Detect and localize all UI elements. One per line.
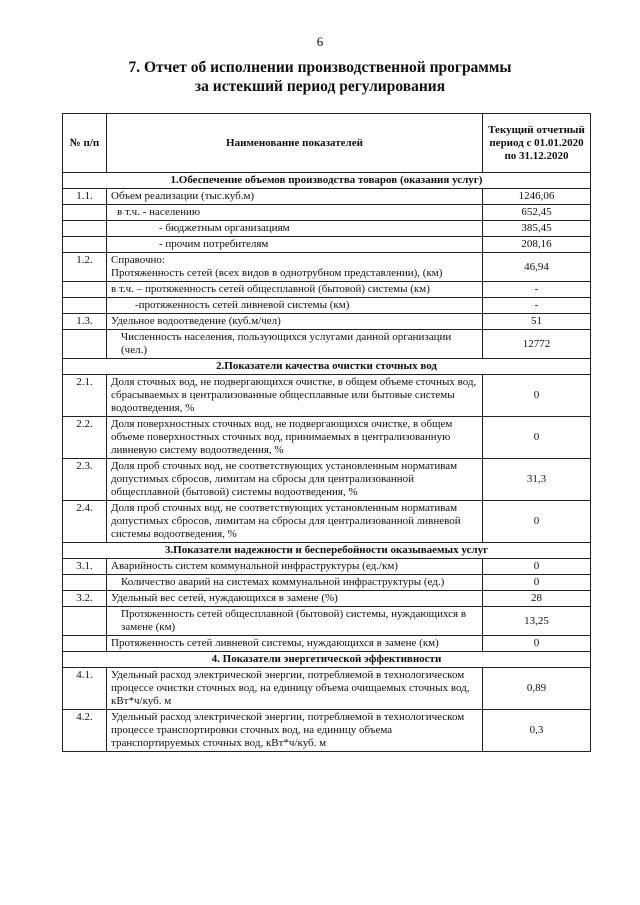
row-number [63,298,107,314]
header-indicator-name: Наименование показателей [107,114,483,173]
indicator-name: Доля проб сточных вод, не соответствующих установленным нормативам допустимых сбросов, лимитам на сбросы для централизованной общесплавной (бытовой) системы водоотведения, % [107,459,483,501]
table-row [63,298,591,314]
indicator-value: 208,16 [483,237,591,253]
indicator-name: Удельный расход электрической энергии, потребляемой в технологическом процессе транспортировки сточных вод, на единицу объема транспортируемых сточных вод, кВт*ч/куб. м [107,710,483,752]
row-number: 4.1. [63,668,107,710]
row-number: 2.2. [63,417,107,459]
indicator-value: - [483,282,591,298]
indicator-value: 0 [483,501,591,543]
indicator-name: Удельное водоотведение (куб.м/чел) [107,314,483,330]
table-row [63,501,591,543]
indicator-name: Справочно: Протяженность сетей (всех видов в однотрубном представлении), (км) [107,253,483,282]
header-period: Текущий отчетный период с 01.01.2020 по 31.12.2020 [483,114,591,173]
table-row [63,417,591,459]
report-title-line-1: 7. Отчет об исполнении производственной программы [128,59,512,76]
indicator-value: 46,94 [483,253,591,282]
indicator-name: в т.ч. – протяженность сетей общесплавной (бытовой) системы (км) [107,282,483,298]
indicator-name: Доля поверхностных сточных вод, не подвергающихся очистке, в общем объеме поверхностных сточных вод, принимаемых в централизованную ливневую систему водоотведения, % [107,417,483,459]
table-row [63,636,591,652]
indicator-value: 0 [483,575,591,591]
row-number [63,330,107,359]
report-table [62,113,591,752]
table-row [63,237,591,253]
row-number: 1.1. [63,189,107,205]
section-header-row [63,359,591,375]
indicator-name: -протяженность сетей ливневой системы (км) [107,298,483,314]
section-header-row [63,543,591,559]
indicator-name: в т.ч. - населению [107,205,483,221]
row-number: 2.4. [63,501,107,543]
table-row [63,189,591,205]
indicator-value: 0,3 [483,710,591,752]
table-header-row [63,114,591,173]
table-row [63,591,591,607]
section-title: 1.Обеспечение объемов производства товаров (оказания услуг) [63,173,591,189]
row-number [63,575,107,591]
table-row [63,314,591,330]
indicator-name: Численность населения, пользующихся услугами данной организации (чел.) [107,330,483,359]
row-number [63,282,107,298]
table-row [63,710,591,752]
indicator-name: Объем реализации (тыс.куб.м) [107,189,483,205]
indicator-value: 385,45 [483,221,591,237]
indicator-value: 0 [483,636,591,652]
table-row [63,607,591,636]
indicator-name: Аварийность систем коммунальной инфраструктуры (ед./км) [107,559,483,575]
table-row [63,668,591,710]
indicator-name: Доля проб сточных вод, не соответствующих установленным нормативам допустимых сбросов, лимитам на сбросы для централизованной ливневой системы водоотведения, % [107,501,483,543]
table-row [63,575,591,591]
indicator-value: 31,3 [483,459,591,501]
section-header-row [63,173,591,189]
row-number: 2.1. [63,375,107,417]
indicator-value: 0,89 [483,668,591,710]
report-title [0,58,640,96]
row-number: 4.2. [63,710,107,752]
table-row [63,330,591,359]
section-header-row [63,652,591,668]
indicator-value: 28 [483,591,591,607]
table-row [63,559,591,575]
indicator-value: - [483,298,591,314]
indicator-name: Удельный расход электрической энергии, потребляемой в технологическом процессе очистки сточных вод, на единицу объема очищаемых сточных вод, кВт*ч/куб. м [107,668,483,710]
report-title-line-2: за истекший период регулирования [194,78,446,95]
indicator-name: - прочим потребителям [107,237,483,253]
indicator-value: 1246,06 [483,189,591,205]
table-row [63,205,591,221]
indicator-name: - бюджетным организациям [107,221,483,237]
row-number: 2.3. [63,459,107,501]
row-number [63,221,107,237]
table-row [63,375,591,417]
section-title: 4. Показатели энергетической эффективности [63,652,591,668]
indicator-name: Доля сточных вод, не подвергающихся очистке, в общем объеме сточных вод, сбрасываемых в централизованные общесплавные или бытовые системы водоотведения, % [107,375,483,417]
row-number [63,205,107,221]
row-number [63,607,107,636]
section-title: 2.Показатели качества очистки сточных вод [63,359,591,375]
indicator-value: 12772 [483,330,591,359]
page-number: 6 [316,34,324,49]
indicator-name: Удельный вес сетей, нуждающихся в замене (%) [107,591,483,607]
table-row [63,282,591,298]
table-row [63,221,591,237]
section-title: 3.Показатели надежности и бесперебойности оказываемых услуг [63,543,591,559]
indicator-name: Протяженность сетей ливневой системы, нуждающихся в замене (км) [107,636,483,652]
indicator-value: 0 [483,375,591,417]
indicator-value: 652,45 [483,205,591,221]
indicator-value: 51 [483,314,591,330]
row-number [63,237,107,253]
indicator-value: 0 [483,559,591,575]
row-number [63,636,107,652]
indicator-value: 13,25 [483,607,591,636]
indicator-name: Количество аварий на системах коммунальной инфраструктуры (ед.) [107,575,483,591]
row-number: 3.1. [63,559,107,575]
table-row [63,459,591,501]
row-number: 1.2. [63,253,107,282]
indicator-name: Протяженность сетей общесплавной (бытовой) системы, нуждающихся в замене (км) [107,607,483,636]
indicator-value: 0 [483,417,591,459]
row-number: 3.2. [63,591,107,607]
row-number: 1.3. [63,314,107,330]
table-row [63,253,591,282]
header-number: № п/п [63,114,107,173]
